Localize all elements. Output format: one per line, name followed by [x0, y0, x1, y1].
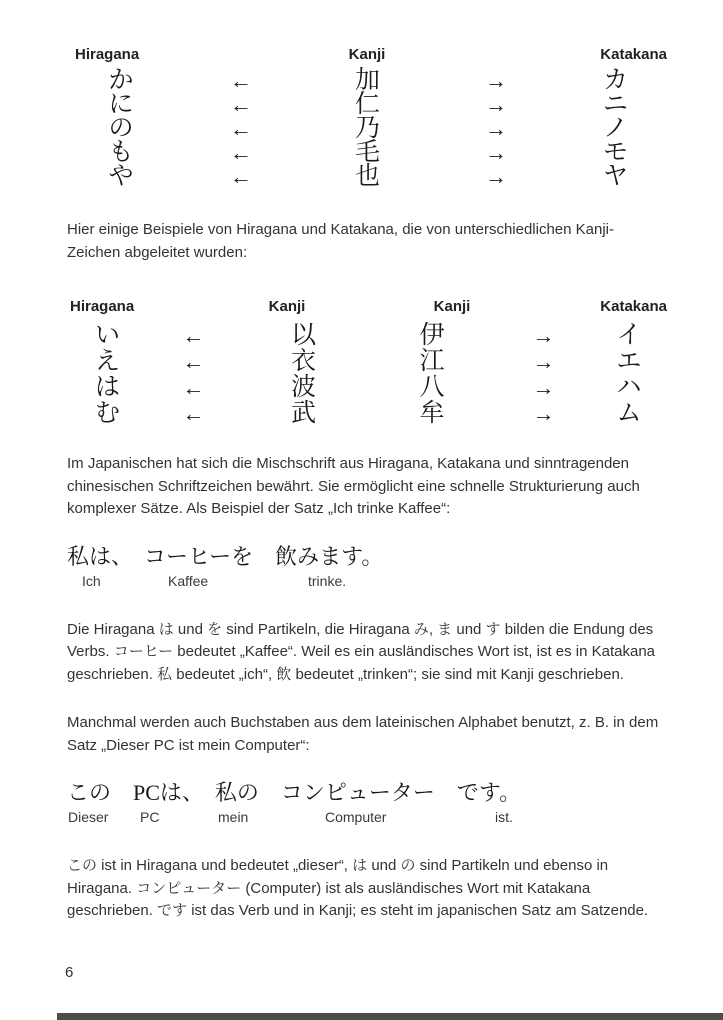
- column-header-hiragana: Hiragana: [75, 46, 140, 63]
- arrow-left-icon: ←: [230, 116, 252, 141]
- katakana-char: ム: [616, 400, 642, 427]
- katakana-char: イ: [616, 322, 642, 349]
- hiragana-char: か: [108, 67, 134, 94]
- example-sentence-1: [67, 543, 667, 593]
- paragraph-1: Hier einige Beispiele von Hiragana und Katakana, die von unterschiedlichen Kanji-Zeichen abgeleitet wurden:: [67, 221, 615, 261]
- kanji-char: 乃: [354, 115, 380, 142]
- column-header-katakana: Katakana: [600, 46, 667, 63]
- katakana-char: ヤ: [602, 163, 628, 190]
- arrow-left-icon: ←: [182, 401, 205, 426]
- kanji-char: 仁: [354, 91, 380, 118]
- japanese-sentence: 私は、 コーヒーを 飲みます。: [67, 543, 384, 569]
- column-header-kanji: Kanji: [348, 46, 386, 63]
- arrow-right-icon: →: [532, 375, 555, 400]
- arrow-right-icon: →: [532, 323, 555, 348]
- kanji-char: 江: [419, 348, 445, 375]
- kanji-char: 衣: [290, 348, 316, 375]
- page-number: 6: [65, 964, 74, 981]
- column-header-katakana: Katakana: [600, 298, 667, 315]
- gloss-word: PC: [140, 809, 160, 825]
- arrow-right-icon: →: [485, 140, 507, 165]
- derivation-table-2: [67, 323, 667, 427]
- hiragana-char: い: [94, 322, 120, 349]
- arrow-left-icon: ←: [230, 68, 252, 93]
- gloss-line: [67, 573, 667, 593]
- kanji-char: 以: [290, 322, 316, 349]
- arrow-left-icon: ←: [182, 349, 205, 374]
- katakana-char: ニ: [602, 91, 628, 118]
- paragraph-4: Manchmal werden auch Buchstaben aus dem lateinischen Alphabet benutzt, z. B. in dem Satz „Dieser PC ist mein Computer“:: [67, 714, 659, 754]
- arrow-right-icon: →: [485, 116, 507, 141]
- paragraph-5: この ist in Hiragana und bedeutet „dieser“, は und の sind Partikeln und ebenso in Hiragana. コンピューター (Computer) ist als ausländisches Wort mit Katakana geschrieben. です ist das Verb und in Kanji; es steht im japanischen Satz am Satzende.: [67, 857, 649, 919]
- hiragana-char: の: [108, 115, 134, 142]
- kanji-char: 加: [354, 67, 380, 94]
- arrow-left-icon: ←: [182, 323, 205, 348]
- column-header-kanji: Kanji: [268, 298, 306, 315]
- gloss-line: [67, 809, 667, 829]
- gloss-word: trinke.: [308, 572, 347, 589]
- gloss-word: Ich: [82, 572, 101, 589]
- page-content: [67, 0, 667, 923]
- hiragana-char: え: [94, 348, 120, 375]
- katakana-char: モ: [602, 139, 628, 166]
- hiragana-char: や: [108, 163, 134, 190]
- kanji-char: 牟: [419, 400, 445, 427]
- paragraph-2: Im Japanischen hat sich die Mischschrift aus Hiragana, Katakana und sinntragenden chinesischen Schriftzeichen bewährt. Sie ermöglicht eine schnelle Strukturierung auch komplexer Sätze. Als Beispiel der Satz „Ich trinke Kaffee“:: [67, 455, 640, 517]
- column-header-kanji: Kanji: [433, 298, 471, 315]
- hiragana-char: に: [108, 91, 134, 118]
- katakana-char: カ: [602, 67, 628, 94]
- derivation-table-2-header: [67, 298, 667, 315]
- derivation-table-1: [67, 69, 667, 189]
- arrow-right-icon: →: [485, 68, 507, 93]
- kanji-char: 波: [290, 374, 316, 401]
- example-sentence-2: [67, 779, 667, 829]
- arrow-right-icon: →: [532, 401, 555, 426]
- gloss-word: ist.: [495, 809, 513, 825]
- kanji-char: 武: [290, 400, 316, 427]
- arrow-left-icon: ←: [230, 164, 252, 189]
- arrow-right-icon: →: [532, 349, 555, 374]
- katakana-char: エ: [616, 348, 642, 375]
- arrow-right-icon: →: [485, 92, 507, 117]
- katakana-char: ノ: [602, 115, 628, 142]
- kanji-char: 伊: [419, 322, 445, 349]
- hiragana-char: は: [94, 374, 120, 401]
- kanji-char: 也: [354, 163, 380, 190]
- column-header-hiragana: Hiragana: [70, 298, 135, 315]
- derivation-table-1-header: [67, 46, 667, 63]
- japanese-sentence: この PCは、 私の コンピューター です。: [67, 780, 522, 805]
- arrow-left-icon: ←: [182, 375, 205, 400]
- hiragana-char: も: [108, 139, 134, 166]
- kanji-char: 八: [419, 374, 445, 401]
- arrow-right-icon: →: [485, 164, 507, 189]
- kanji-char: 毛: [354, 139, 380, 166]
- arrow-left-icon: ←: [230, 92, 252, 117]
- gloss-word: Kaffee: [168, 572, 209, 589]
- katakana-char: ハ: [616, 374, 642, 401]
- hiragana-char: む: [94, 400, 120, 427]
- page-edge-shadow: [57, 1013, 723, 1020]
- gloss-word: Dieser: [68, 809, 109, 825]
- arrow-left-icon: ←: [230, 140, 252, 165]
- gloss-word: mein: [218, 809, 249, 825]
- paragraph-3: Die Hiragana は und を sind Partikeln, die Hiragana み, ま und す bilden die Endung des Verbs. コーヒー bedeutet „Kaffee“. Weil es ein ausländisches Wort ist, ist es in Katakana geschrieben. 私 bedeutet „ich“, 飲 bedeutet „trinken“; sie sind mit Kanji geschrieben.: [67, 620, 656, 683]
- gloss-word: Computer: [325, 809, 387, 825]
